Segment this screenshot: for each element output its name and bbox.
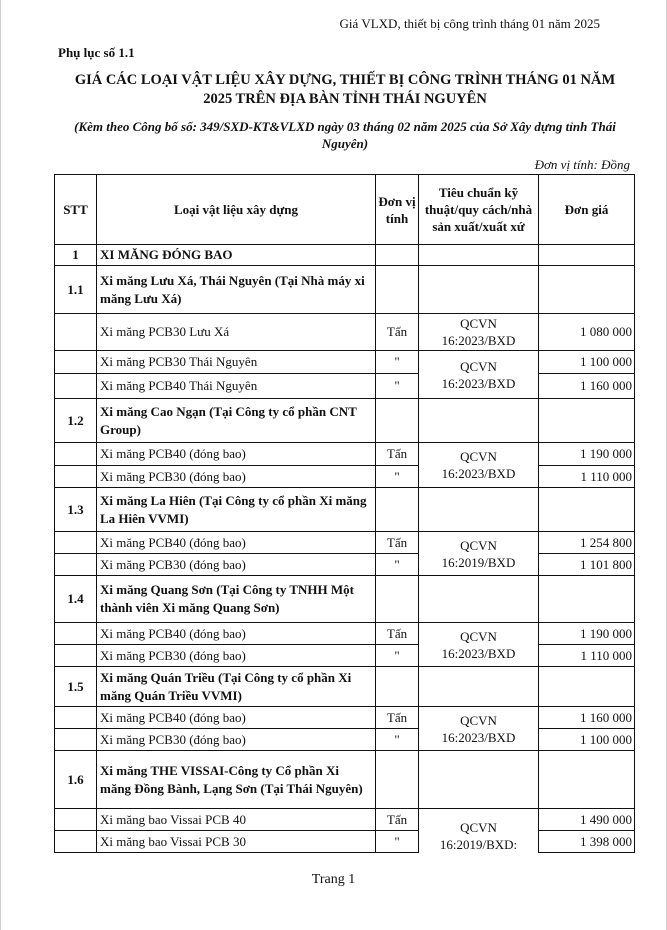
unit-cell: ": [376, 554, 419, 576]
empty-cell: [539, 399, 635, 443]
unit-cell: ": [376, 729, 419, 751]
standard-cell: QCVN 16:2019/BXD:: [419, 809, 539, 853]
empty-cell: [419, 751, 539, 809]
empty-cell: [55, 729, 97, 751]
table-row: [55, 645, 635, 667]
running-header: Giá VLXD, thiết bị công trình tháng 01 năm 2025: [339, 16, 600, 31]
unit-cell: Tấn: [376, 707, 419, 729]
section-row: [55, 751, 635, 809]
standard-cell: QCVN 16:2019/BXD: [419, 532, 539, 576]
col-header-price: Đơn giá: [539, 175, 635, 245]
section-row: [55, 667, 635, 707]
appendix-label: Phụ lục số 1.1: [58, 45, 135, 60]
unit-cell: Tấn: [376, 314, 419, 351]
currency-unit-note: Đơn vị tính: Đồng: [534, 157, 630, 172]
table-row: [55, 374, 635, 399]
price-cell: 1 190 000: [539, 443, 635, 466]
empty-cell: [376, 488, 419, 532]
empty-cell: [55, 831, 97, 853]
price-cell: 1 100 000: [539, 729, 635, 751]
col-header-unit: Đơn vị tính: [376, 175, 419, 245]
material-name: Xi măng bao Vissai PCB 30: [97, 831, 376, 853]
price-cell: 1 190 000: [539, 623, 635, 645]
section-name: Xi măng Quang Sơn (Tại Công ty TNHH Một thành viên Xi măng Quang Sơn): [97, 576, 376, 623]
section-row: [55, 576, 635, 623]
material-name: Xi măng PCB30 (đóng bao): [97, 645, 376, 667]
material-name: Xi măng PCB30 Lưu Xá: [97, 314, 376, 351]
price-cell: 1 490 000: [539, 809, 635, 831]
unit-cell: ": [376, 351, 419, 374]
price-cell: 1 110 000: [539, 466, 635, 488]
empty-cell: [55, 623, 97, 645]
empty-cell: [539, 576, 635, 623]
section-row: [55, 266, 635, 314]
standard-cell: QCVN 16:2023/BXD: [419, 351, 539, 399]
document-subtitle: (Kèm theo Công bố số: 349/SXD-KT&VLXD ngày 03 tháng 02 năm 2025 của Sở Xây dựng tỉnh Thái Nguyên): [74, 119, 616, 151]
empty-cell: [55, 351, 97, 374]
price-cell: 1 160 000: [539, 707, 635, 729]
price-cell: 1 100 000: [539, 351, 635, 374]
standard-cell: QCVN 16:2023/BXD: [419, 314, 539, 351]
unit-cell: ": [376, 374, 419, 399]
standard-cell: QCVN 16:2023/BXD: [419, 443, 539, 488]
price-cell: 1 160 000: [539, 374, 635, 399]
material-name: Xi măng PCB40 (đóng bao): [97, 532, 376, 554]
section-name: Xi măng Cao Ngạn (Tại Công ty cổ phần CNT Group): [97, 399, 376, 443]
empty-cell: [55, 314, 97, 351]
empty-cell: [376, 399, 419, 443]
empty-cell: [376, 751, 419, 809]
section-row: [55, 488, 635, 532]
unit-cell: Tấn: [376, 809, 419, 831]
empty-cell: [539, 488, 635, 532]
material-name: Xi măng PCB30 (đóng bao): [97, 554, 376, 576]
empty-cell: [539, 751, 635, 809]
empty-cell: [55, 707, 97, 729]
price-table: [54, 174, 635, 853]
empty-cell: [376, 576, 419, 623]
empty-cell: [419, 667, 539, 707]
table-row: [55, 809, 635, 831]
col-header-stt: STT: [55, 175, 97, 245]
row-stt: 1.1: [55, 266, 97, 314]
table-row: [55, 729, 635, 751]
empty-cell: [55, 374, 97, 399]
empty-cell: [419, 245, 539, 266]
empty-cell: [55, 532, 97, 554]
standard-cell: QCVN 16:2023/BXD: [419, 707, 539, 751]
empty-cell: [419, 488, 539, 532]
material-name: Xi măng PCB40 (đóng bao): [97, 623, 376, 645]
col-header-standard: Tiêu chuẩn kỹ thuật/quy cách/nhà sản xuất/xuất xứ: [419, 175, 539, 245]
unit-cell: ": [376, 466, 419, 488]
table-row: [55, 623, 635, 645]
standard-cell: QCVN 16:2023/BXD: [419, 623, 539, 667]
empty-cell: [376, 245, 419, 266]
group-row: [55, 245, 635, 266]
unit-cell: Tấn: [376, 443, 419, 466]
material-name: Xi măng bao Vissai PCB 40: [97, 809, 376, 831]
table-row: [55, 351, 635, 374]
table-row: [55, 707, 635, 729]
group-name: XI MĂNG ĐÓNG BAO: [97, 245, 376, 266]
empty-cell: [419, 576, 539, 623]
table-row: [55, 466, 635, 488]
section-name: Xi măng Quán Triều (Tại Công ty cổ phần Xi măng Quán Triều VVMI): [97, 667, 376, 707]
price-cell: 1 101 800: [539, 554, 635, 576]
material-name: Xi măng PCB30 Thái Nguyên: [97, 351, 376, 374]
page-number: Trang 1: [311, 872, 356, 887]
table-row: [55, 554, 635, 576]
material-name: Xi măng PCB40 (đóng bao): [97, 443, 376, 466]
row-stt: 1.2: [55, 399, 97, 443]
unit-cell: ": [376, 831, 419, 853]
material-name: Xi măng PCB40 (đóng bao): [97, 707, 376, 729]
section-name: Xi măng La Hiên (Tại Công ty cổ phần Xi măng La Hiên VVMI): [97, 488, 376, 532]
material-name: Xi măng PCB30 (đóng bao): [97, 466, 376, 488]
unit-cell: ": [376, 645, 419, 667]
empty-cell: [376, 266, 419, 314]
empty-cell: [55, 466, 97, 488]
empty-cell: [419, 266, 539, 314]
section-name: Xi măng Lưu Xá, Thái Nguyên (Tại Nhà máy xi măng Lưu Xá): [97, 266, 376, 314]
price-cell: 1 080 000: [539, 314, 635, 351]
empty-cell: [55, 809, 97, 831]
row-stt: 1.6: [55, 751, 97, 809]
row-stt: 1.4: [55, 576, 97, 623]
table-row: [55, 831, 635, 853]
document-title: GIÁ CÁC LOẠI VẬT LIỆU XÂY DỰNG, THIẾT BỊ CÔNG TRÌNH THÁNG 01 NĂM 2025 TRÊN ĐỊA BÀN TỈNH THÁI NGUYÊN: [74, 72, 616, 107]
table-row: [55, 532, 635, 554]
price-cell: 1 254 800: [539, 532, 635, 554]
table-row: [55, 314, 635, 351]
col-header-name: Loại vật liệu xây dựng: [97, 175, 376, 245]
page-border-left: [0, 0, 1, 930]
table-row: [55, 443, 635, 466]
empty-cell: [539, 245, 635, 266]
empty-cell: [539, 266, 635, 314]
table-header-row: [55, 175, 635, 245]
price-cell: 1 398 000: [539, 831, 635, 853]
unit-cell: Tấn: [376, 623, 419, 645]
row-stt: 1: [55, 245, 97, 266]
row-stt: 1.5: [55, 667, 97, 707]
empty-cell: [55, 554, 97, 576]
empty-cell: [376, 667, 419, 707]
price-cell: 1 110 000: [539, 645, 635, 667]
section-row: [55, 399, 635, 443]
empty-cell: [55, 443, 97, 466]
empty-cell: [55, 645, 97, 667]
empty-cell: [539, 667, 635, 707]
row-stt: 1.3: [55, 488, 97, 532]
section-name: Xi măng THE VISSAI-Công ty Cổ phần Xi măng Đồng Bành, Lạng Sơn (Tại Thái Nguyên): [97, 751, 376, 809]
empty-cell: [419, 399, 539, 443]
material-name: Xi măng PCB30 (đóng bao): [97, 729, 376, 751]
unit-cell: Tấn: [376, 532, 419, 554]
material-name: Xi măng PCB40 Thái Nguyên: [97, 374, 376, 399]
